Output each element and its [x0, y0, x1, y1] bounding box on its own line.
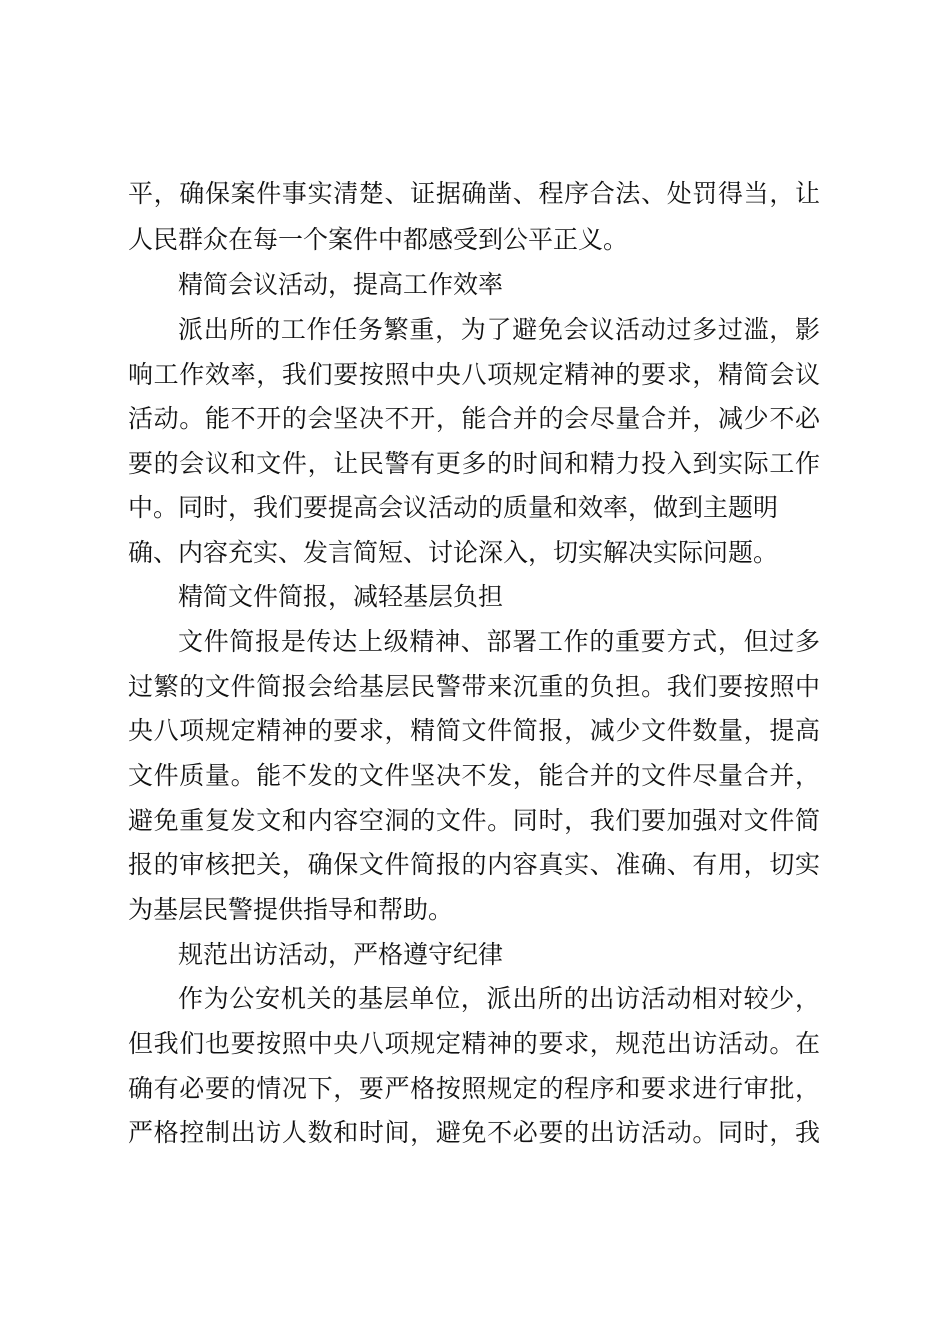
- text-line-4: 派出所的工作任务繁重，为了避免会议活动过多过滥，影: [178, 315, 820, 344]
- text-line-6: 活动。能不开的会坚决不开，能合并的会尽量合并，减少不必: [128, 404, 820, 433]
- text-line-19: 作为公安机关的基层单位，派出所的出访活动相对较少，: [178, 984, 820, 1013]
- text-line-17: 为基层民警提供指导和帮助。: [128, 895, 454, 924]
- text-line-14: 文件质量。能不发的文件坚决不发，能合并的文件尽量合并，: [128, 761, 820, 790]
- text-line-5: 响工作效率，我们要按照中央八项规定精神的要求，精简会议: [128, 360, 820, 389]
- text-line-7: 要的会议和文件，让民警有更多的时间和精力投入到实际工作: [128, 449, 820, 478]
- text-line-12: 过繁的文件简报会给基层民警带来沉重的负担。我们要按照中: [128, 672, 820, 701]
- text-line-2: 人民群众在每一个案件中都感受到公平正义。: [128, 225, 629, 254]
- text-line-15: 避免重复发文和内容空洞的文件。同时，我们要加强对文件简: [128, 806, 820, 835]
- text-line-22: 严格控制出访人数和时间，避免不必要的出访活动。同时，我: [128, 1118, 820, 1147]
- text-line-20: 但我们也要按照中央八项规定精神的要求，规范出访活动。在: [128, 1029, 820, 1058]
- text-line-11: 文件简报是传达上级精神、部署工作的重要方式，但过多: [178, 627, 820, 656]
- text-line-1: 平，确保案件事实清楚、证据确凿、程序合法、处罚得当，让: [128, 179, 820, 208]
- section-heading-meetings: 精简会议活动，提高工作效率: [178, 270, 504, 299]
- section-heading-documents: 精简文件简报，减轻基层负担: [178, 582, 504, 611]
- text-line-9: 确、内容充实、发言简短、讨论深入，切实解决实际问题。: [128, 538, 779, 567]
- text-line-21: 确有必要的情况下，要严格按照规定的程序和要求进行审批，: [128, 1074, 820, 1103]
- text-line-13: 央八项规定精神的要求，精简文件简报，减少文件数量，提高: [128, 716, 820, 745]
- text-line-16: 报的审核把关，确保文件简报的内容真实、准确、有用，切实: [128, 850, 820, 879]
- section-heading-visits: 规范出访活动，严格遵守纪律: [178, 940, 504, 969]
- text-line-8: 中。同时，我们要提高会议活动的质量和效率，做到主题明: [128, 493, 779, 522]
